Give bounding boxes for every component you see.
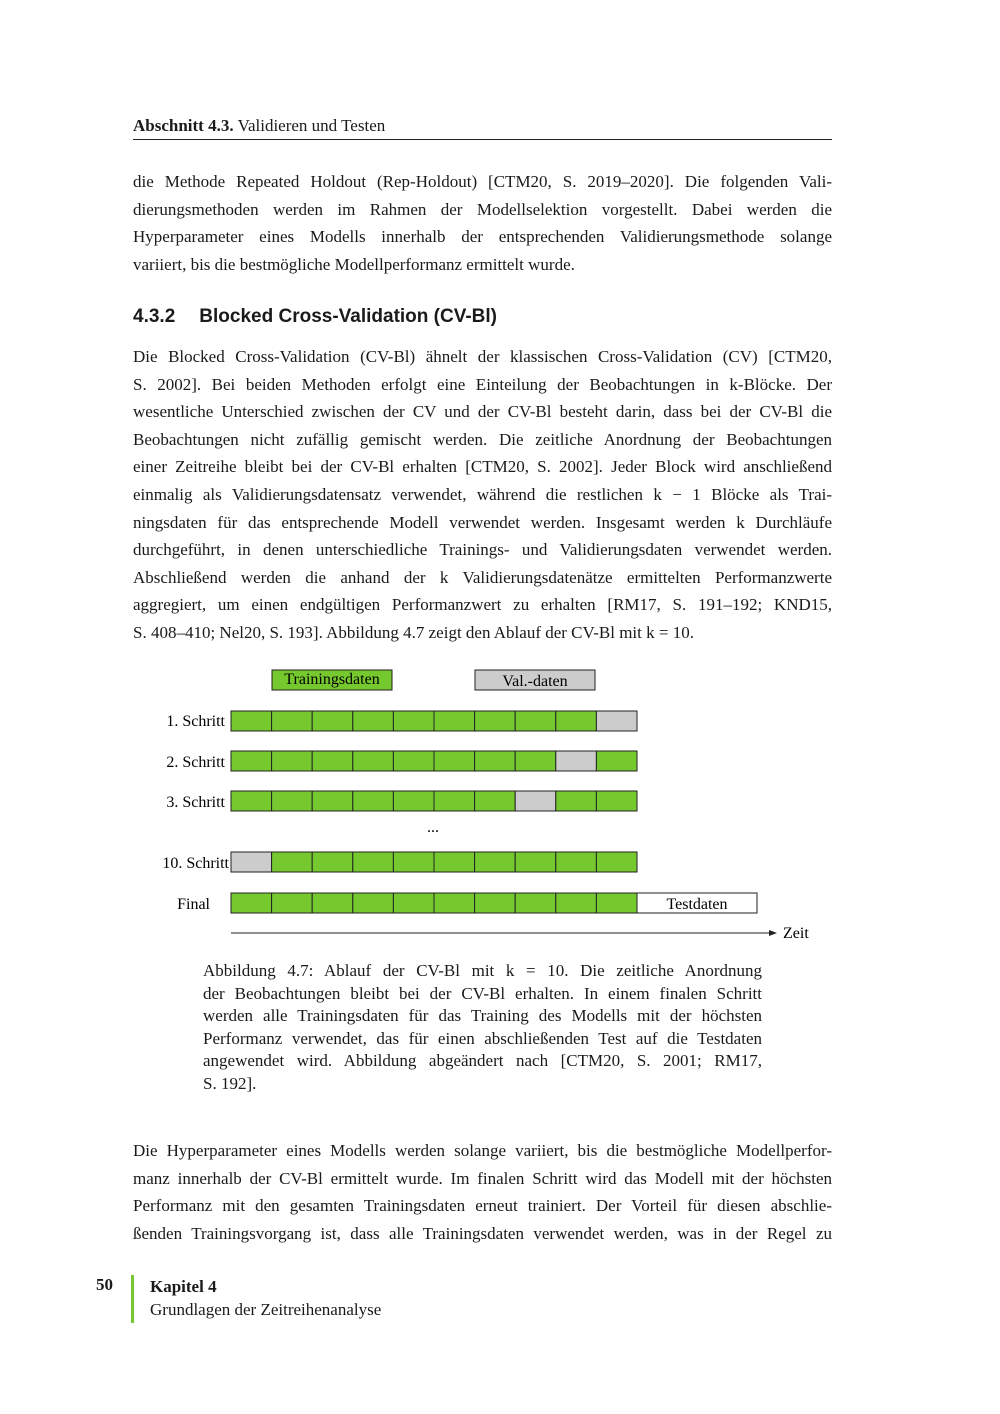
training-block <box>556 852 597 872</box>
text-line: Performanz mit den gesamten Trainingsdaten erneut trainiert. Der Vorteil für diesen abschlie- <box>133 1196 832 1216</box>
text-line: einer Zeitreihe bleibt bei der CV-Bl erhalten [CTM20, S. 2002]. Jeder Block wird anschließend <box>133 457 832 477</box>
footer-accent-bar <box>131 1275 134 1323</box>
legend-train-label: Trainingsdaten <box>284 671 380 688</box>
training-block <box>515 852 556 872</box>
training-block <box>475 711 516 731</box>
training-block <box>515 751 556 771</box>
text-line: durchgeführt, in denen unterschiedliche Trainings- und Validierungsdaten verwendet werden. <box>133 540 832 560</box>
training-block <box>393 893 434 913</box>
validation-block <box>515 791 556 811</box>
training-block <box>596 852 637 872</box>
training-block <box>475 893 516 913</box>
training-block <box>393 791 434 811</box>
footer-chapter-title: Grundlagen der Zeitreihenanalyse <box>150 1300 382 1319</box>
training-block <box>596 893 637 913</box>
training-block <box>393 711 434 731</box>
figure-caption <box>203 960 762 1096</box>
training-block <box>393 751 434 771</box>
training-block <box>434 791 475 811</box>
row-label: 10. Schritt <box>162 855 229 872</box>
ellipsis: ... <box>427 819 439 836</box>
training-block <box>272 893 313 913</box>
training-block <box>312 852 353 872</box>
row-label: 1. Schritt <box>166 713 225 730</box>
training-block <box>353 791 394 811</box>
training-block <box>434 711 475 731</box>
training-block <box>312 751 353 771</box>
text-line: variiert, bis die bestmögliche Modellperformanz ermittelt wurde. <box>133 254 575 274</box>
text-line: dierungsmethoden werden im Rahmen der Modellselektion vorgestellt. Dabei werden die <box>133 199 832 219</box>
text-line: Die Blocked Cross-Validation (CV-Bl) ähnelt der klassischen Cross-Validation (CV) [CTM20, <box>133 347 832 366</box>
training-block <box>272 711 313 731</box>
training-block <box>556 893 597 913</box>
training-block <box>393 852 434 872</box>
training-block <box>515 893 556 913</box>
training-block <box>596 791 637 811</box>
text-line: ningsdaten für das entsprechende Modell verwendet werden. Insgesamt werden k Durchläufe <box>133 512 832 532</box>
training-block <box>353 711 394 731</box>
training-block <box>312 791 353 811</box>
section-number: 4.3.2 <box>133 306 176 327</box>
training-block <box>434 751 475 771</box>
legend-val-label: Val.-daten <box>502 673 568 690</box>
header-section-title: Validieren und Testen <box>237 116 386 135</box>
footer-chapter <box>150 1275 381 1321</box>
row-label: Final <box>177 896 210 913</box>
text-line: wesentliche Unterschied zwischen der CV und der CV-Bl besteht darin, dass bei der CV-Bl die <box>133 402 832 422</box>
training-block <box>556 711 597 731</box>
text-line: Beobachtungen nicht zufällig gemischt werden. Die zeitliche Anordnung der Beobachtungen <box>133 429 832 449</box>
training-block <box>475 751 516 771</box>
text-line: manz innerhalb der CV-Bl ermittelt wurde. Im finalen Schritt wird das Modell mit der höchsten <box>133 1168 832 1188</box>
training-block <box>231 751 272 771</box>
training-block <box>434 852 475 872</box>
time-axis-arrow <box>769 930 777 936</box>
header-section-label: Abschnitt 4.3. <box>133 116 234 135</box>
training-block <box>231 711 272 731</box>
caption-line: S. 192]. <box>203 1073 257 1093</box>
training-block <box>353 751 394 771</box>
training-block <box>515 711 556 731</box>
training-block <box>231 791 272 811</box>
time-axis-label: Zeit <box>783 925 809 942</box>
training-block <box>312 893 353 913</box>
validation-block <box>556 751 597 771</box>
footer-chapter-label: Kapitel 4 <box>150 1277 217 1296</box>
text-line: einmalig als Validierungsdatensatz verwendet, während die restlichen k − 1 Blöcke als Trai- <box>133 484 832 504</box>
training-block <box>231 893 272 913</box>
row-label: 2. Schritt <box>166 754 225 771</box>
training-block <box>272 751 313 771</box>
text-line: Die Hyperparameter eines Modells werden solange variiert, bis die bestmögliche Modellperfor- <box>133 1141 832 1160</box>
training-block <box>353 852 394 872</box>
caption-line: Performanz verwendet, das für einen abschließenden Test auf die Testdaten <box>203 1028 762 1048</box>
section-title: Blocked Cross-Validation (CV-Bl) <box>199 306 498 327</box>
page-number: 50 <box>96 1275 113 1294</box>
text-line: S. 2002]. Bei beiden Methoden erfolgt eine Einteilung der Beobachtungen in k-Blöcke. Der <box>133 374 832 394</box>
outro-paragraph <box>133 1137 832 1247</box>
validation-block <box>596 711 637 731</box>
training-block <box>272 791 313 811</box>
training-block <box>434 893 475 913</box>
text-line: S. 408–410; Nel20, S. 193]. Abbildung 4.7 zeigt den Ablauf der CV-Bl mit k = 10. <box>133 622 694 642</box>
text-line: Hyperparameter eines Modells innerhalb der entsprechenden Validierungsmethode solange <box>133 227 832 247</box>
validation-block <box>231 852 272 872</box>
text-line: die Methode Repeated Holdout (Rep-Holdout) [CTM20, S. 2019–2020]. Die folgenden Vali- <box>133 172 832 191</box>
text-line: aggregiert, um einen endgültigen Performanzwert zu erhalten [RM17, S. 191–192; KND15, <box>133 595 832 615</box>
caption-line: der Beobachtungen bleibt bei der CV-Bl erhalten. In einem finalen Schritt <box>203 983 762 1003</box>
training-block <box>556 791 597 811</box>
training-block <box>596 751 637 771</box>
training-block <box>353 893 394 913</box>
caption-line: werden alle Trainingsdaten für das Training des Modells mit der höchsten <box>203 1006 762 1026</box>
training-block <box>272 852 313 872</box>
caption-line: angewendet wird. Abbildung abgeändert nach [CTM20, S. 2001; RM17, <box>203 1051 762 1071</box>
text-line: Abschließend werden die anhand der k Validierungsdatenätze ermittelten Performanzwerte <box>133 567 832 587</box>
block-grid <box>231 711 637 913</box>
test-data-label: Testdaten <box>666 896 728 913</box>
text-line: ßenden Trainingsvorgang ist, dass alle Trainingsdaten verwendet werden, was in der Regel zu <box>133 1223 832 1243</box>
training-block <box>312 711 353 731</box>
training-block <box>475 852 516 872</box>
row-label: 3. Schritt <box>166 794 225 811</box>
caption-line: Abbildung 4.7: Ablauf der CV-Bl mit k = 10. Die zeitliche Anordnung <box>203 961 762 980</box>
training-block <box>475 791 516 811</box>
